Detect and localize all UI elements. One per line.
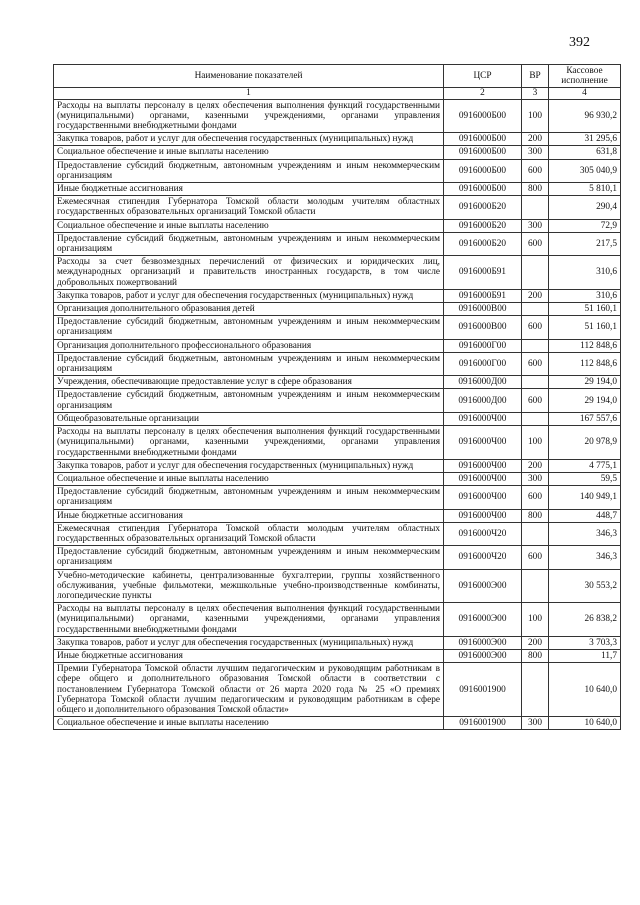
row-amount-cell: 631,8 — [549, 146, 621, 159]
row-vr-cell: 100 — [522, 426, 549, 460]
table-row — [54, 316, 621, 339]
row-amount-cell: 4 775,1 — [549, 459, 621, 472]
row-vr-cell: 200 — [522, 459, 549, 472]
row-amount-cell: 20 978,9 — [549, 426, 621, 460]
row-csr-cell: 0916000Д00 — [444, 389, 522, 412]
row-name-cell: Предоставление субсидий бюджетным, автономным учреждениям и иным некоммерческим организациям — [54, 546, 444, 569]
header-vr: ВР — [522, 65, 549, 88]
table-row — [54, 352, 621, 375]
row-vr-cell: 100 — [522, 603, 549, 637]
row-name-cell: Расходы за счет безвозмездных перечислений от физических и юридических лиц, международных организаций и правительств иностранных государств, в том числе добровольных пожертвований — [54, 256, 444, 290]
row-vr-cell: 300 — [522, 219, 549, 232]
table-row — [54, 546, 621, 569]
row-amount-cell: 72,9 — [549, 219, 621, 232]
row-amount-cell: 310,6 — [549, 256, 621, 290]
row-vr-cell — [522, 196, 549, 219]
row-name-cell: Иные бюджетные ассигнования — [54, 183, 444, 196]
row-csr-cell: 0916000Ч00 — [444, 426, 522, 460]
row-name-cell: Закупка товаров, работ и услуг для обеспечения государственных (муниципальных) нужд — [54, 459, 444, 472]
row-name-cell: Социальное обеспечение и иные выплаты населению — [54, 146, 444, 159]
table-row — [54, 717, 621, 730]
row-csr-cell: 0916000Ч00 — [444, 486, 522, 509]
row-vr-cell: 800 — [522, 183, 549, 196]
row-amount-cell: 448,7 — [549, 509, 621, 522]
column-number: 3 — [522, 88, 549, 99]
row-vr-cell: 800 — [522, 509, 549, 522]
row-csr-cell: 0916000Б00 — [444, 133, 522, 146]
row-vr-cell — [522, 522, 549, 545]
table-row — [54, 133, 621, 146]
row-amount-cell: 51 160,1 — [549, 316, 621, 339]
row-csr-cell: 0916000Ч00 — [444, 412, 522, 425]
row-name-cell: Социальное обеспечение и иные выплаты населению — [54, 472, 444, 485]
row-name-cell: Предоставление субсидий бюджетным, автономным учреждениям и иным некоммерческим организациям — [54, 352, 444, 375]
row-vr-cell: 200 — [522, 289, 549, 302]
row-vr-cell — [522, 339, 549, 352]
row-csr-cell: 0916000Ч20 — [444, 522, 522, 545]
row-name-cell: Предоставление субсидий бюджетным, автономным учреждениям и иным некоммерческим организациям — [54, 159, 444, 182]
table-row — [54, 289, 621, 302]
column-number: 2 — [444, 88, 522, 99]
row-name-cell: Закупка товаров, работ и услуг для обеспечения государственных (муниципальных) нужд — [54, 133, 444, 146]
row-vr-cell: 300 — [522, 717, 549, 730]
table-row — [54, 99, 621, 133]
row-amount-cell: 10 640,0 — [549, 717, 621, 730]
row-vr-cell — [522, 256, 549, 290]
row-csr-cell: 0916000Г00 — [444, 352, 522, 375]
row-amount-cell: 10 640,0 — [549, 663, 621, 717]
row-csr-cell: 0916000В00 — [444, 316, 522, 339]
row-vr-cell: 600 — [522, 316, 549, 339]
row-csr-cell: 0916000Б91 — [444, 256, 522, 290]
row-amount-cell: 30 553,2 — [549, 569, 621, 603]
table-row — [54, 459, 621, 472]
row-csr-cell: 0916000Б00 — [444, 99, 522, 133]
row-amount-cell: 140 949,1 — [549, 486, 621, 509]
table-row — [54, 636, 621, 649]
column-number: 1 — [54, 88, 444, 99]
row-name-cell: Предоставление субсидий бюджетным, автономным учреждениям и иным некоммерческим организациям — [54, 389, 444, 412]
row-amount-cell: 96 930,2 — [549, 99, 621, 133]
row-name-cell: Предоставление субсидий бюджетным, автономным учреждениям и иным некоммерческим организациям — [54, 316, 444, 339]
row-name-cell: Организация дополнительного профессионального образования — [54, 339, 444, 352]
table-row — [54, 146, 621, 159]
row-vr-cell: 600 — [522, 486, 549, 509]
row-vr-cell: 600 — [522, 232, 549, 255]
row-name-cell: Ежемесячная стипендия Губернатора Томской области молодым учителям областных государственных образовательных организаций Томской области — [54, 196, 444, 219]
table-row — [54, 256, 621, 290]
table-row — [54, 649, 621, 662]
table-row — [54, 389, 621, 412]
row-csr-cell: 0916000Г00 — [444, 339, 522, 352]
table-row — [54, 183, 621, 196]
row-csr-cell: 0916000Б20 — [444, 219, 522, 232]
header-amount: Кассовое исполнение — [549, 65, 621, 88]
table-row — [54, 426, 621, 460]
table-row — [54, 486, 621, 509]
row-name-cell: Премии Губернатора Томской области лучшим педагогическим и руководящим работникам в сфере общего и дополнительного образования Томской области в соответствии с постановлением Губернатора Томской области от 26 марта 2020 года № 25 «О премиях Губернатора Томской области лучшим педагогическим и руководящим работникам в сфере общего и дополнительного образования Томской области» — [54, 663, 444, 717]
table-row — [54, 232, 621, 255]
row-vr-cell — [522, 412, 549, 425]
row-amount-cell: 5 810,1 — [549, 183, 621, 196]
row-amount-cell: 346,3 — [549, 522, 621, 545]
row-name-cell: Иные бюджетные ассигнования — [54, 649, 444, 662]
row-amount-cell: 112 848,6 — [549, 339, 621, 352]
row-amount-cell: 167 557,6 — [549, 412, 621, 425]
table-row — [54, 569, 621, 603]
row-vr-cell — [522, 376, 549, 389]
row-amount-cell: 59,5 — [549, 472, 621, 485]
row-vr-cell: 800 — [522, 649, 549, 662]
row-amount-cell: 290,4 — [549, 196, 621, 219]
row-name-cell: Социальное обеспечение и иные выплаты населению — [54, 717, 444, 730]
row-name-cell: Учебно-методические кабинеты, централизованные бухгалтерии, группы хозяйственного обслуживания, учебные фильмотеки, межшкольные учебно-производственные комбинаты, логопедические пункты — [54, 569, 444, 603]
table-row — [54, 509, 621, 522]
table-header — [54, 65, 621, 100]
row-name-cell: Общеобразовательные организации — [54, 412, 444, 425]
row-amount-cell: 3 703,3 — [549, 636, 621, 649]
row-name-cell: Предоставление субсидий бюджетным, автономным учреждениям и иным некоммерческим организациям — [54, 486, 444, 509]
table-row — [54, 219, 621, 232]
row-name-cell: Ежемесячная стипендия Губернатора Томской области молодым учителям областных государственных образовательных организаций Томской области — [54, 522, 444, 545]
row-amount-cell: 310,6 — [549, 289, 621, 302]
row-csr-cell: 0916000Ч00 — [444, 472, 522, 485]
table-body — [54, 99, 621, 730]
row-csr-cell: 0916000Б00 — [444, 183, 522, 196]
table-row — [54, 376, 621, 389]
row-amount-cell: 112 848,6 — [549, 352, 621, 375]
row-amount-cell: 11,7 — [549, 649, 621, 662]
row-csr-cell: 0916001900 — [444, 717, 522, 730]
row-csr-cell: 0916001900 — [444, 663, 522, 717]
row-vr-cell: 600 — [522, 389, 549, 412]
table-row — [54, 663, 621, 717]
column-number-row — [54, 88, 621, 99]
row-vr-cell: 600 — [522, 352, 549, 375]
row-vr-cell: 200 — [522, 636, 549, 649]
header-csr: ЦСР — [444, 65, 522, 88]
row-name-cell: Закупка товаров, работ и услуг для обеспечения государственных (муниципальных) нужд — [54, 636, 444, 649]
table-row — [54, 303, 621, 316]
row-vr-cell: 600 — [522, 546, 549, 569]
row-csr-cell: 0916000Э00 — [444, 636, 522, 649]
row-name-cell: Предоставление субсидий бюджетным, автономным учреждениям и иным некоммерческим организациям — [54, 232, 444, 255]
row-csr-cell: 0916000Б20 — [444, 232, 522, 255]
row-csr-cell: 0916000Д00 — [444, 376, 522, 389]
row-csr-cell: 0916000Ч00 — [444, 459, 522, 472]
row-csr-cell: 0916000Ч00 — [444, 509, 522, 522]
page-number: 392 — [569, 35, 590, 50]
budget-table — [53, 64, 621, 730]
row-amount-cell: 217,5 — [549, 232, 621, 255]
row-name-cell: Закупка товаров, работ и услуг для обеспечения государственных (муниципальных) нужд — [54, 289, 444, 302]
column-number: 4 — [549, 88, 621, 99]
row-csr-cell: 0916000Э00 — [444, 603, 522, 637]
row-vr-cell: 600 — [522, 159, 549, 182]
row-csr-cell: 0916000Б20 — [444, 196, 522, 219]
row-amount-cell: 305 040,9 — [549, 159, 621, 182]
row-amount-cell: 26 838,2 — [549, 603, 621, 637]
row-vr-cell: 300 — [522, 146, 549, 159]
table-row — [54, 159, 621, 182]
row-name-cell: Расходы на выплаты персоналу в целях обеспечения выполнения функций государственными (муниципальными) органами, казенными учреждениями, органами управления государственными внебюджетными фондами — [54, 603, 444, 637]
row-name-cell: Учреждения, обеспечивающие предоставление услуг в сфере образования — [54, 376, 444, 389]
table-row — [54, 472, 621, 485]
row-amount-cell: 29 194,0 — [549, 389, 621, 412]
row-csr-cell: 0916000В00 — [444, 303, 522, 316]
table-row — [54, 603, 621, 637]
header-name: Наименование показателей — [54, 65, 444, 88]
row-vr-cell: 300 — [522, 472, 549, 485]
row-csr-cell: 0916000Б00 — [444, 159, 522, 182]
row-csr-cell: 0916000Э00 — [444, 569, 522, 603]
table-row — [54, 412, 621, 425]
row-csr-cell: 0916000Э00 — [444, 649, 522, 662]
row-vr-cell — [522, 569, 549, 603]
row-amount-cell: 51 160,1 — [549, 303, 621, 316]
row-name-cell: Расходы на выплаты персоналу в целях обеспечения выполнения функций государственными (муниципальными) органами, казенными учреждениями, органами управления государственными внебюджетными фондами — [54, 426, 444, 460]
row-name-cell: Иные бюджетные ассигнования — [54, 509, 444, 522]
row-name-cell: Расходы на выплаты персоналу в целях обеспечения выполнения функций государственными (муниципальными) органами, казенными учреждениями, органами управления государственными внебюджетными фондами — [54, 99, 444, 133]
table-row — [54, 339, 621, 352]
row-vr-cell: 200 — [522, 133, 549, 146]
row-vr-cell — [522, 663, 549, 717]
table-row — [54, 522, 621, 545]
row-csr-cell: 0916000Ч20 — [444, 546, 522, 569]
row-amount-cell: 29 194,0 — [549, 376, 621, 389]
row-name-cell: Организация дополнительного образования детей — [54, 303, 444, 316]
row-vr-cell: 100 — [522, 99, 549, 133]
row-csr-cell: 0916000Б91 — [444, 289, 522, 302]
row-name-cell: Социальное обеспечение и иные выплаты населению — [54, 219, 444, 232]
row-amount-cell: 346,3 — [549, 546, 621, 569]
row-csr-cell: 0916000Б00 — [444, 146, 522, 159]
row-amount-cell: 31 295,6 — [549, 133, 621, 146]
row-vr-cell — [522, 303, 549, 316]
table-row — [54, 196, 621, 219]
